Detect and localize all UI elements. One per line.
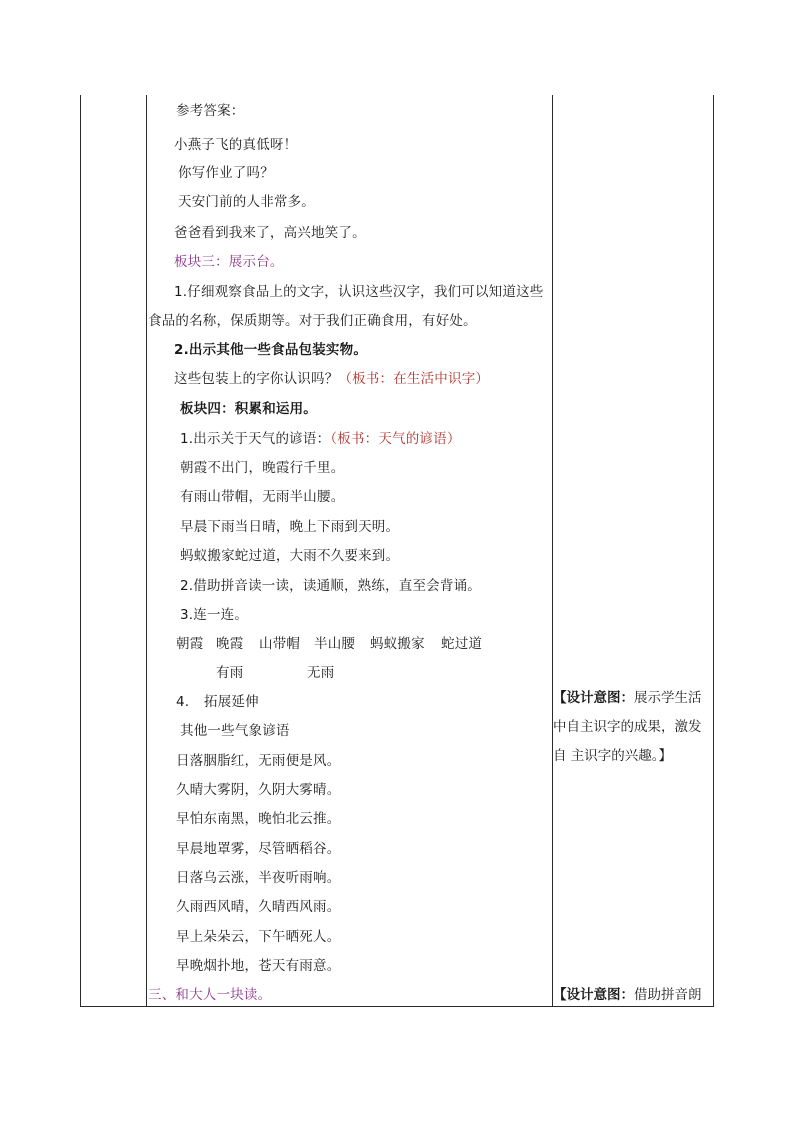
more-proverb-3: 早怕东南黑，晚怕北云推。: [176, 811, 341, 827]
section-3-item-1-cont: 食品的名称，保质期等。对于我们正确食用，有好处。: [148, 313, 477, 329]
table-border-col2: [552, 95, 553, 1007]
answer-line-2: 你写作业了吗？: [178, 165, 274, 181]
item-1-text: 1.出示关于天气的谚语：: [180, 431, 331, 447]
match-top-4: 半山腰: [314, 636, 356, 652]
proverb-4: 蚂蚁搬家蛇过道，大雨不久要来到。: [180, 548, 400, 564]
board-note-weather-proverbs: （板书：天气的谚语）: [330, 431, 461, 447]
more-proverb-1: 日落胭脂红，无雨便是风。: [176, 753, 341, 769]
table-border-bottom: [80, 1006, 714, 1007]
match-top-3: 山带帽: [259, 636, 301, 652]
design-intent-label: 【设计意图：: [553, 987, 634, 1003]
design-intent-label: 【设计意图：: [553, 690, 634, 706]
question-text: 这些包装上的字你认识吗？: [174, 371, 339, 387]
design-intent-1-text: 展示学生活: [634, 690, 702, 706]
answer-line-4: 爸爸看到我来了，高兴地笑了。: [174, 225, 366, 241]
match-bottom-1: 有雨: [216, 665, 244, 681]
answer-line-3: 天安门前的人非常多。: [178, 194, 315, 210]
more-proverbs-heading: 其他一些气象谚语: [180, 723, 290, 739]
match-bottom-2: 无雨: [307, 665, 335, 681]
more-proverb-6: 久雨西风晴，久晴西风雨。: [176, 899, 341, 915]
section-3-heading: 板块三：展示台。: [174, 254, 284, 270]
table-border-right: [713, 95, 714, 1007]
design-intent-1-line-2: 中自主识字的成果，激发: [553, 719, 702, 735]
section-4-item-2: 2.借助拼音读一读，读通顺，熟练，直至会背诵。: [180, 578, 481, 594]
more-proverb-2: 久晴大雾阴，久阴大雾晴。: [176, 782, 341, 798]
section-5-heading: 三、和大人一块读。: [148, 987, 272, 1003]
proverb-3: 早晨下雨当日晴，晚上下雨到天明。: [180, 519, 400, 535]
match-top-6: 蛇过道: [441, 636, 483, 652]
table-border-col1: [146, 95, 147, 1007]
proverb-2: 有雨山带帽，无雨半山腰。: [180, 489, 345, 505]
design-intent-1-line-1: [553, 689, 715, 707]
more-proverb-8: 早晚烟扑地，苍天有雨意。: [176, 958, 341, 974]
section-3-question: [174, 370, 489, 388]
proverb-1: 朝霞不出门，晚霞行千里。: [180, 460, 345, 476]
design-intent-2-line-1: [553, 986, 715, 1004]
match-top-1: 朝霞: [176, 636, 204, 652]
match-top-5: 蚂蚁搬家: [370, 636, 425, 652]
section-3-item-2: 2.出示其他一些食品包装实物。: [174, 342, 368, 358]
match-top-2: 晚霞: [216, 636, 244, 652]
design-intent-1-line-3: 自 主识字的兴趣。】: [553, 748, 673, 764]
section-4-item-4-number: 4.: [176, 694, 190, 710]
more-proverb-5: 日落乌云涨，半夜听雨响。: [176, 870, 341, 886]
section-4-item-3: 3.连一连。: [180, 607, 249, 623]
more-proverb-4: 早晨地罩雾，尽管晒稻谷。: [176, 841, 341, 857]
section-3-item-1: 1.仔细观察食品上的文字，认识这些汉字，我们可以知道这些: [174, 284, 544, 300]
answer-line-1: 小燕子飞的真低呀！: [174, 137, 298, 153]
section-4-heading: 板块四：积累和运用。: [180, 401, 317, 417]
design-intent-2-text: 借助拼音朗: [634, 987, 702, 1003]
section-4-item-1: [180, 430, 461, 448]
more-proverb-7: 早上朵朵云，下午晒死人。: [176, 929, 341, 945]
board-note-life-literacy: （板书：在生活中识字）: [338, 371, 490, 387]
reference-answer-heading: 参考答案：: [176, 103, 245, 119]
section-4-item-4-title: 拓展延伸: [204, 694, 259, 710]
table-border-left: [80, 95, 81, 1007]
